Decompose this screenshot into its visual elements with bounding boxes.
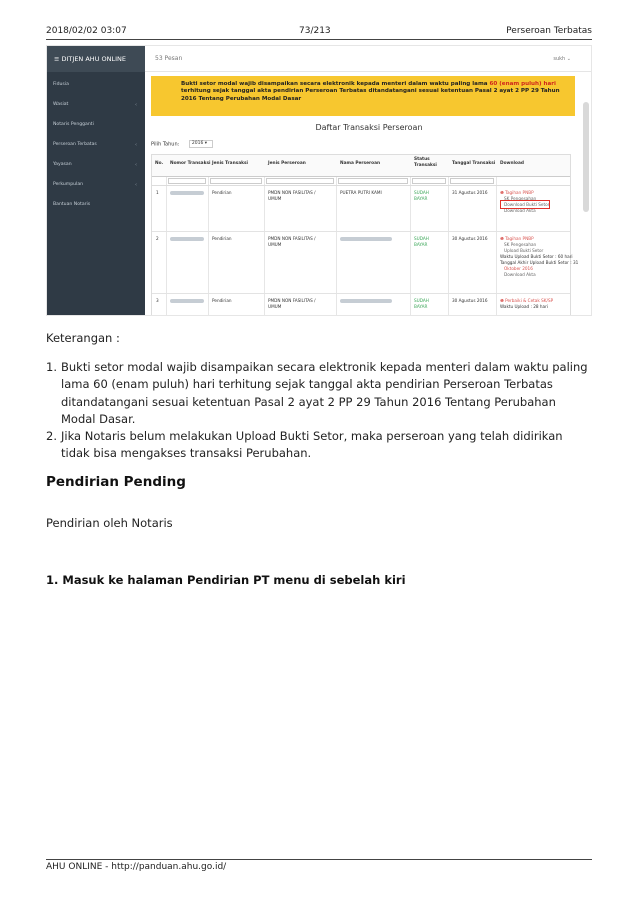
list-text: Jika Notaris belum melakukan Upload Bukti Setor, maka perseroan yang telah didirikan tidak bisa mengakses transaksi Perubahan. bbox=[61, 429, 563, 461]
app-brand: ≡ DITJEN AHU ONLINE bbox=[47, 46, 145, 72]
row-number: 2 bbox=[156, 236, 159, 241]
page-footer: AHU ONLINE - http://panduan.ahu.go.id/ bbox=[46, 862, 227, 872]
messages-link[interactable]: 53 Pesan bbox=[155, 55, 183, 62]
status-badge: BAYAR bbox=[414, 303, 428, 309]
download-bukti-setor-link[interactable]: Download Bukti Setor bbox=[504, 202, 550, 207]
sidebar-item-notaris-pengganti[interactable]: Notaris Pengganti bbox=[53, 122, 94, 127]
app-page-title: Daftar Transaksi Perseroan bbox=[315, 123, 423, 132]
chevron-left-icon: ‹ bbox=[135, 162, 137, 168]
app-content bbox=[145, 72, 592, 316]
row-number: 3 bbox=[156, 298, 159, 303]
tanggal-transaksi: 30 Agustus 2016 bbox=[452, 298, 488, 303]
table-header bbox=[152, 155, 570, 177]
filter-input[interactable] bbox=[168, 178, 206, 184]
jenis-transaksi: Pendirian bbox=[212, 298, 232, 303]
col-status-transaksi: Status Transaksi bbox=[414, 157, 437, 168]
status-badge: SUDAH bbox=[414, 236, 429, 241]
jenis-perseroan: PMDN NON FASILITAS / bbox=[268, 190, 316, 195]
col-no: No. bbox=[155, 161, 164, 166]
sk-pengesahan-link[interactable]: SK Pengesahan bbox=[504, 196, 537, 201]
banner-highlight: 60 (enam puluh) hari bbox=[489, 81, 556, 87]
banner-text: Bukti setor modal wajib disampaikan secara elektronik kepada menteri dalam waktu paling lama 60 (enam puluh) hari terhitung sejak tanggal akta pendirian Perseroan Terbatas ditandatangani sesuai ketentuan Pasal 2 ayat 2 PP 29 Tahun 2016 Tentang Perubahan Modal Dasar bbox=[181, 81, 560, 102]
status-badge: BAYAR bbox=[414, 195, 428, 201]
tanggal-transaksi: 31 Agustus 2016 bbox=[452, 190, 488, 195]
nama-perseroan: PUETRA PUTRI KAMI bbox=[340, 190, 382, 195]
status-badge: SUDAH bbox=[414, 298, 429, 303]
highlight-box bbox=[500, 200, 550, 209]
blurred-company-name bbox=[340, 237, 392, 241]
jenis-perseroan: PMDN NON FASILITAS / bbox=[268, 236, 316, 241]
chevron-left-icon: ‹ bbox=[135, 102, 137, 108]
col-jenis-transaksi: Jenis Transaksi bbox=[212, 161, 248, 166]
col-tanggal-transaksi: Tanggal Transaksi bbox=[452, 161, 496, 166]
tagihan-pnbp-link[interactable]: ❶ Tagihan PNBP bbox=[500, 236, 534, 241]
col-nama-perseroan: Nama Perseroan bbox=[340, 161, 381, 166]
notes-list bbox=[46, 359, 592, 463]
jenis-transaksi: Pendirian bbox=[212, 236, 232, 241]
list-number: 2. bbox=[46, 429, 57, 444]
tagihan-pnbp-link[interactable]: ❶ Tagihan PNBP bbox=[500, 190, 534, 195]
header-page-number: 73/213 bbox=[299, 26, 331, 36]
keterangan-label: Keterangan : bbox=[46, 331, 120, 345]
list-item bbox=[46, 428, 592, 463]
jenis-perseroan: UMUM bbox=[268, 241, 282, 247]
year-filter-label: Pilih Tahun: bbox=[151, 141, 180, 148]
header-divider bbox=[46, 39, 592, 40]
col-download: Download bbox=[500, 161, 524, 166]
sidebar-item-perkumpulan[interactable]: Perkumpulan bbox=[53, 182, 84, 187]
filter-select[interactable] bbox=[412, 178, 446, 184]
sidebar-item-bantuan-notaris[interactable]: Bantuan Notaris bbox=[53, 202, 91, 207]
jenis-perseroan: PMDN NON FASILITAS / bbox=[268, 298, 316, 303]
status-badge: SUDAH bbox=[414, 190, 429, 195]
table-row bbox=[152, 294, 570, 316]
footer-divider bbox=[46, 859, 592, 860]
year-filter bbox=[151, 140, 213, 148]
table-row bbox=[152, 232, 579, 294]
jenis-perseroan: UMUM bbox=[268, 195, 282, 201]
sidebar-item-yayasan[interactable]: Yayasan bbox=[53, 162, 72, 167]
step-heading: 1. Masuk ke halaman Pendirian PT menu di sebelah kiri bbox=[46, 573, 406, 587]
upload-time-info: Waktu Upload : 28 hari bbox=[500, 304, 549, 309]
warning-banner bbox=[151, 76, 575, 116]
download-akta-link[interactable]: Download Akta bbox=[504, 208, 536, 213]
list-item bbox=[46, 359, 592, 428]
year-select[interactable]: 2016 ▾ bbox=[189, 140, 213, 148]
sidebar-item-fidusia[interactable]: Fidusia bbox=[53, 82, 69, 87]
transaction-table bbox=[151, 154, 579, 316]
row-number: 1 bbox=[156, 190, 159, 195]
status-badge: BAYAR bbox=[414, 241, 428, 247]
section-title: Pendirian Pending bbox=[46, 474, 186, 490]
header-doc-title: Perseroan Terbatas bbox=[506, 26, 592, 36]
chevron-left-icon: ‹ bbox=[135, 142, 137, 148]
chevron-left-icon: ‹ bbox=[135, 182, 137, 188]
download-akta-link[interactable]: Download Akta bbox=[504, 272, 536, 277]
app-sidebar bbox=[47, 72, 145, 316]
filter-row bbox=[152, 177, 570, 186]
blurred-company-name bbox=[340, 299, 392, 303]
tanggal-transaksi: 30 Agustus 2016 bbox=[452, 236, 488, 241]
jenis-perseroan: UMUM bbox=[268, 303, 282, 309]
sidebar-item-perseroan-terbatas[interactable]: Perseroan Terbatas bbox=[53, 142, 97, 147]
upload-time-info: Waktu Upload Bukti Setor : 60 hari bbox=[500, 254, 573, 259]
filter-input[interactable] bbox=[450, 178, 494, 184]
list-number: 1. bbox=[46, 360, 57, 374]
list-text: Bukti setor modal wajib disampaikan secara elektronik kepada menteri dalam waktu paling lama 60 (enam puluh) hari terhitung sejak tanggal akta pendirian Perseroan Terbatas ditandatangani sesuai ketentuan Pasal 2 ayat 2 PP 29 Tahun 2016 Tentang Perubahan Modal Dasar. bbox=[61, 360, 588, 426]
upload-deadline-info: Tanggal Akhir Upload Bukti Setor : 31 bbox=[500, 260, 579, 265]
blurred-transaction-number bbox=[170, 237, 204, 241]
filter-select[interactable] bbox=[210, 178, 262, 184]
app-topbar bbox=[47, 46, 592, 72]
perbaiki-cetak-link[interactable]: ❶ Perbaiki & Cetak SK/SP bbox=[500, 298, 554, 303]
filter-input[interactable] bbox=[338, 178, 408, 184]
scrollbar[interactable] bbox=[583, 102, 589, 212]
col-jenis-perseroan: Jenis Perseroan bbox=[268, 161, 306, 166]
table-row bbox=[152, 186, 570, 232]
header-datetime: 2018/02/02 03:07 bbox=[46, 26, 127, 36]
sk-pengesahan-link[interactable]: SK Pengesahan bbox=[504, 242, 537, 247]
page-header bbox=[46, 26, 592, 40]
blurred-transaction-number bbox=[170, 299, 204, 303]
upload-bukti-setor-link[interactable]: Upload Bukti Setor bbox=[504, 248, 544, 253]
section-paragraph: Pendirian oleh Notaris bbox=[46, 516, 173, 530]
user-menu[interactable]: sukh ⌄ bbox=[553, 56, 571, 62]
jenis-transaksi: Pendirian bbox=[212, 190, 232, 195]
sidebar-item-wasiat[interactable]: Wasiat bbox=[53, 102, 69, 107]
blurred-transaction-number bbox=[170, 191, 204, 195]
col-nomor-transaksi: Nomor Transaksi bbox=[170, 161, 211, 166]
filter-select[interactable] bbox=[266, 178, 334, 184]
upload-deadline-date: Oktober 2016 bbox=[504, 266, 533, 271]
screenshot-figure bbox=[46, 45, 592, 316]
